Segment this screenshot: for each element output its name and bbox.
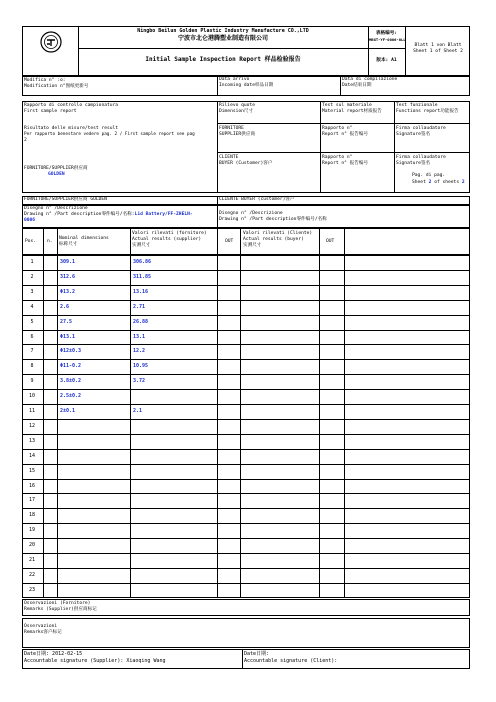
remarks-supplier-label: Osservazioni (Fornitore) (24, 601, 91, 606)
material-report-label-2: Material report材质报告 (322, 109, 382, 114)
col-supplier: Valori rilevati (fornitore) (132, 231, 207, 236)
of-sheets-label: of sheets (434, 180, 460, 185)
row-position: 14 (28, 452, 36, 459)
actual-result-supplier: 2.71 (133, 303, 146, 310)
supplier-heading: FORNITORE/SUPPLIER供应商 (24, 166, 88, 171)
nominal-dimension: Φ13.2 (60, 288, 76, 295)
nominal-dimension: 312.6 (60, 273, 76, 280)
sheet-of-sheets (412, 180, 465, 186)
row-position: 8 (30, 363, 34, 370)
row-position: 4 (30, 303, 34, 310)
version: 版本: A1 (376, 58, 397, 63)
row-position: 9 (30, 378, 34, 385)
functions-report-label-2: Functions report功能报告 (396, 109, 459, 114)
company-name-cn: 宁波市北仑港腾塑业制造有限公司 (177, 35, 268, 42)
nominal-dimension: Φ11-0.2 (60, 363, 82, 370)
col-client-2: Actual results (buyer) (243, 237, 304, 242)
remarks-client-label-2: Remarks客户标记 (24, 630, 62, 635)
col-out-supplier: OUT (225, 239, 234, 244)
drawing-description (24, 212, 193, 218)
modification-label-2: Modification n°图纸更新号 (24, 84, 89, 89)
signature-supplier: Accountable signature (Supplier): Xiaoqing Wang (24, 658, 166, 664)
nominal-dimension: 3.8±0.2 (60, 378, 82, 385)
sheet-number: 2 (428, 180, 432, 185)
row-position: 3 (30, 288, 34, 295)
remarks-supplier-label-2: Remarks (Supplier)供应商标记 (24, 607, 97, 612)
row-position: 13 (28, 437, 36, 444)
dimension-label: Rilievo quote (219, 103, 255, 108)
signature-label-b: Firma collaudatore (396, 155, 446, 160)
form-number-value: MBGT-YF-0006-0LL (369, 37, 406, 42)
row-position: 17 (28, 497, 36, 504)
report-number-label-b: Rapporto n° (322, 155, 353, 160)
actual-result-supplier: 10.95 (133, 363, 149, 370)
row-position: 19 (28, 527, 36, 534)
report-title: Initial Sample Inspection Report 样品检验报告 (145, 56, 301, 63)
actual-result-supplier: 306.86 (133, 259, 152, 265)
nominal-dimension: 309.1 (60, 259, 76, 265)
col-out-client: OUT (326, 239, 335, 244)
actual-result-supplier: 13.16 (133, 288, 149, 295)
col-pos: Pos. (25, 239, 37, 244)
completion-date-label-2: Date结束日期 (342, 83, 372, 88)
col-n: n. (47, 239, 53, 244)
col-supplier-2: Actual results (supplier) (132, 237, 202, 242)
actual-result-supplier: 3.72 (133, 378, 146, 385)
dimension-label-2: Dimension尺寸 (219, 109, 254, 114)
part-description: Lid Battery/FF-ZHELN- (134, 212, 193, 217)
col-client-3: 实测尺寸 (243, 243, 262, 248)
incoming-date-label-2: Incoming date样品日期 (219, 83, 274, 88)
page-label: Pag. di pag. (412, 173, 446, 178)
signature-label-2: Signature签名 (396, 132, 431, 137)
test-result-note: Per rapporto benestare vedere pag. 2 / First sample report see pag (24, 132, 195, 137)
modification-label: Modifica n° :o: (24, 78, 66, 83)
customer-row-label: CLIENTE BUYER (customer)客户 (219, 197, 295, 202)
nominal-dimension: 27.5 (60, 318, 73, 325)
incoming-date-label: Data arrivo (219, 77, 250, 82)
supplier-label: FORNITORE (219, 126, 244, 131)
col-nominal-2: 标称尺寸 (59, 242, 78, 247)
row-position: 18 (28, 512, 36, 519)
row-position: 16 (28, 482, 36, 489)
row-position: 5 (30, 318, 34, 325)
part-number: 0006 (24, 218, 36, 223)
nominal-dimension: Φ13.1 (60, 333, 76, 340)
signature-client: Accountable signature (Client): (244, 658, 338, 664)
test-result-note-2: 2 (24, 138, 27, 143)
col-nominal: Nominal dimensions (59, 236, 109, 241)
signature-label-b2: Signature签名 (396, 161, 431, 166)
report-number-label-b2: Report n° 报告编号 (322, 161, 369, 166)
material-report-label: Test sul materiale (322, 103, 372, 108)
test-result-label: Risultato delle misure/test result (24, 126, 119, 131)
drawing-label: Disegno n° /Descrizione (24, 206, 88, 211)
row-position: 7 (30, 348, 34, 355)
row-position: 20 (28, 542, 36, 549)
nominal-dimension: 2.6 (60, 303, 70, 310)
sheets-total: 2 (461, 180, 465, 185)
row-position: 6 (30, 333, 34, 340)
date-supplier: Date日期: 2012-02-15 (24, 651, 83, 657)
row-position: 11 (28, 408, 36, 414)
customer-label-2: BUYER (Customer)客户 (219, 161, 273, 166)
remarks-client-label: Osservazioni (24, 624, 58, 629)
row-position: 21 (28, 557, 36, 563)
sheet-line-1: Blatt 1 von Blatt (414, 43, 462, 48)
completion-date-label: Data di compilazione (342, 77, 398, 82)
row-position: 1 (30, 259, 34, 265)
sheet-line-2: Sheet 1 of Sheet 2 (413, 49, 463, 54)
functions-report-label: Test funzionale (396, 103, 438, 108)
customer-label: CLIENTE (219, 155, 239, 160)
drawing-label-client: Disegno n° /Descrizione (219, 211, 283, 216)
actual-result-supplier: 2.1 (133, 408, 143, 414)
col-client: Valori rilevati (Cliente) (243, 231, 313, 236)
actual-result-supplier: 12.2 (133, 348, 146, 355)
report-number-label-2: Report n° 报告编号 (322, 132, 369, 137)
table-body-frame (22, 255, 470, 598)
signature-label: Firma collaudatore (396, 126, 446, 131)
form-number-label: 表格编号: (375, 31, 398, 36)
col-supplier-3: 实测尺寸 (132, 243, 151, 248)
first-sample-report-label: Rapporto di controllo campionatura (24, 103, 119, 108)
row-position: 12 (28, 422, 36, 429)
supplier-name: GOLDEN (48, 172, 65, 177)
row-position: 15 (28, 467, 36, 474)
drawing-description-client: Drawing n° /Part description零件编号/名称 (219, 217, 327, 222)
sheet-label: Sheet (412, 180, 426, 185)
first-sample-report-label-2: First sample report (24, 109, 77, 114)
nominal-dimension: Φ12±0.3 (60, 348, 82, 355)
row-position: 23 (28, 586, 36, 593)
supplier-label-2: SUPPLIER供应商 (219, 132, 255, 137)
company-logo (36, 31, 66, 53)
actual-result-supplier: 13.1 (133, 333, 146, 340)
company-name-en: Ningbo Beilun Golden Plastic Industry Manufacture CO.,LTD (137, 28, 309, 34)
actual-result-supplier: 311.85 (133, 273, 152, 280)
row-position: 22 (28, 571, 36, 578)
row-position: 10 (28, 393, 36, 400)
nominal-dimension: 2.5±0.2 (60, 393, 82, 400)
report-number-label: Rapporto n° (322, 126, 353, 131)
date-client: Date日期: (244, 651, 270, 657)
supplier-row-label: FORNITORE/SUPPLIER供应商 GOLDEN (24, 197, 107, 202)
actual-result-supplier: 26.88 (133, 318, 149, 325)
row-position: 2 (30, 273, 34, 280)
drawing-description-label: Drawing n° /Part description零件编号/名称: (24, 212, 135, 217)
nominal-dimension: 2±0.1 (60, 408, 76, 414)
